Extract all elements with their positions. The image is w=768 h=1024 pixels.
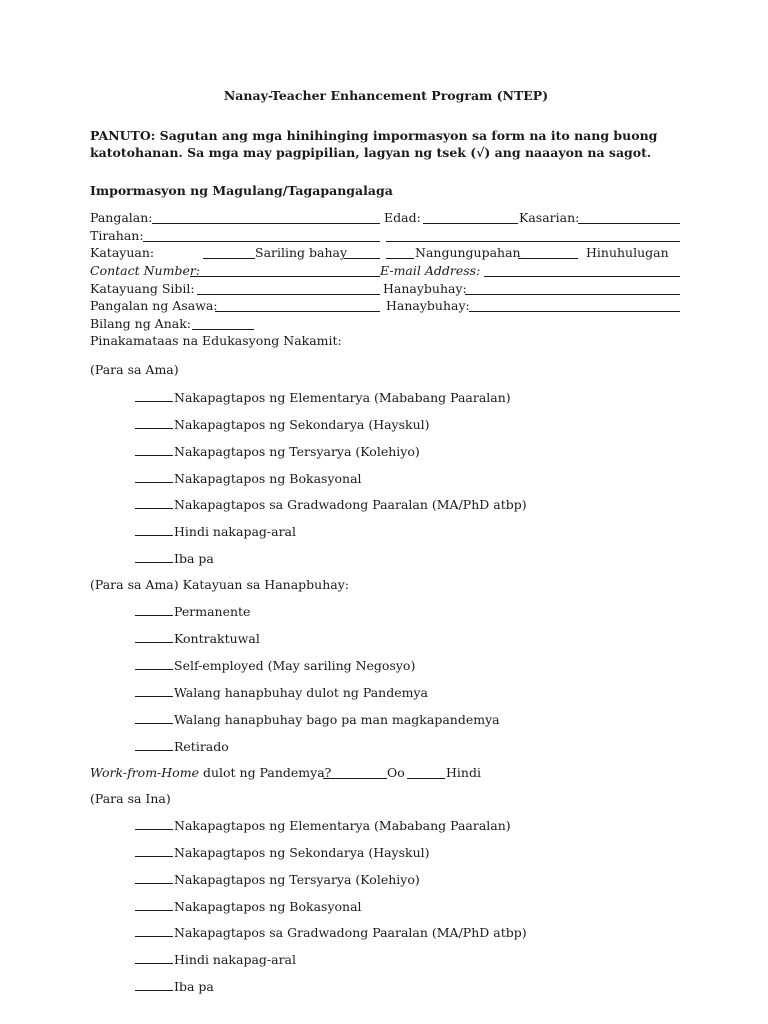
father-edu-option[interactable]: Nakapagtapos ng Tersyarya (Kolehiyo) <box>135 443 420 460</box>
checkbox-blank[interactable] <box>135 443 173 456</box>
row-spouse <box>90 298 682 314</box>
father-job-option[interactable]: Permanente <box>135 603 250 620</box>
father-edu-option[interactable]: Iba pa <box>135 550 214 567</box>
row-housing <box>90 245 682 261</box>
address-label: Tirahan: <box>90 228 144 243</box>
row-contact <box>90 263 682 279</box>
row-name <box>90 210 682 226</box>
spouse-field[interactable] <box>215 311 380 312</box>
father-job-option[interactable]: Walang hanapbuhay bago pa man magkapandemya <box>135 711 500 728</box>
form-page <box>90 0 682 1024</box>
document-title: Nanay-Teacher Enhancement Program (NTEP) <box>223 88 549 103</box>
mother-edu-option[interactable]: Iba pa <box>135 978 214 995</box>
checkbox-blank[interactable] <box>135 817 173 830</box>
mother-edu-option[interactable]: Nakapagtapos sa Gradwadong Paaralan (MA/PhD atbp) <box>135 924 527 941</box>
row-wfh <box>90 765 682 781</box>
row-address <box>90 228 682 244</box>
own-house-label: Sariling bahay <box>255 245 348 260</box>
row-children <box>90 316 682 332</box>
wfh-yes-label: Oo <box>387 765 405 780</box>
own-house-tail <box>344 258 380 259</box>
spouse-occupation-field[interactable] <box>469 311 680 312</box>
instructions: PANUTO: Sagutan ang mga hinihinging impormasyon sa form na ito nang buong katotohanan. Sa mga may pagpipilian, lagyan ng tsek (√) ang naaayon na sagot. <box>90 128 658 160</box>
renting-label: Nangungupahan <box>415 245 521 260</box>
checkbox-blank[interactable] <box>135 844 173 857</box>
checkbox-blank[interactable] <box>135 389 173 402</box>
sex-label: Kasarian: <box>519 210 580 225</box>
name-label: Pangalan: <box>90 210 153 225</box>
checkbox-blank[interactable] <box>135 684 173 697</box>
mother-edu-option[interactable]: Nakapagtapos ng Sekondarya (Hayskul) <box>135 844 430 861</box>
installment-blank[interactable] <box>518 258 578 259</box>
age-field[interactable] <box>423 223 518 224</box>
email-field[interactable] <box>484 276 680 277</box>
education-label: Pinakamataas na Edukasyong Nakamit: <box>90 333 342 348</box>
father-job-option[interactable]: Self-employed (May sariling Negosyo) <box>135 657 415 674</box>
checkbox-blank[interactable] <box>135 470 173 483</box>
email-label: E-mail Address: <box>380 263 481 278</box>
checkbox-blank[interactable] <box>135 496 173 509</box>
children-label: Bilang ng Anak: <box>90 316 192 331</box>
sex-field[interactable] <box>578 223 680 224</box>
checkbox-blank[interactable] <box>135 871 173 884</box>
contact-field[interactable] <box>190 276 380 277</box>
checkbox-blank[interactable] <box>135 550 173 563</box>
wfh-yes-blank[interactable] <box>323 778 387 779</box>
renting-blank[interactable] <box>386 258 414 259</box>
housing-label: Katayuan: <box>90 245 155 260</box>
row-civil-status <box>90 281 682 297</box>
wfh-no-label: Hindi <box>446 765 481 780</box>
father-edu-option[interactable]: Nakapagtapos sa Gradwadong Paaralan (MA/PhD atbp) <box>135 496 527 513</box>
father-edu-option[interactable]: Nakapagtapos ng Elementarya (Mababang Paaralan) <box>135 389 511 406</box>
checkbox-blank[interactable] <box>135 523 173 536</box>
children-field[interactable] <box>192 329 254 330</box>
father-edu-option[interactable]: Hindi nakapag-aral <box>135 523 296 540</box>
wfh-label: Work-from-Home dulot ng Pandemya? <box>90 765 332 780</box>
occupation-label: Hanaybuhay: <box>383 281 467 296</box>
father-job-label: (Para sa Ama) Katayuan sa Hanapbuhay: <box>90 577 349 592</box>
checkbox-blank[interactable] <box>135 603 173 616</box>
age-label: Edad: <box>384 210 421 225</box>
father-job-option[interactable]: Retirado <box>135 738 229 755</box>
checkbox-blank[interactable] <box>135 738 173 751</box>
mother-label: (Para sa Ina) <box>90 791 171 806</box>
father-label: (Para sa Ama) <box>90 362 179 377</box>
checkbox-blank[interactable] <box>135 951 173 964</box>
mother-edu-option[interactable]: Hindi nakapag-aral <box>135 951 296 968</box>
address-field-2[interactable] <box>386 241 680 242</box>
civil-status-label: Katayuang Sibil: <box>90 281 195 296</box>
installment-label: Hinuhulugan <box>586 245 669 260</box>
spouse-label: Pangalan ng Asawa: <box>90 298 218 313</box>
checkbox-blank[interactable] <box>135 711 173 724</box>
own-house-blank[interactable] <box>203 258 255 259</box>
checkbox-blank[interactable] <box>135 898 173 911</box>
section-title: Impormasyon ng Magulang/Tagapangalaga <box>90 183 393 198</box>
wfh-no-blank[interactable] <box>407 778 445 779</box>
mother-edu-option[interactable]: Nakapagtapos ng Elementarya (Mababang Paaralan) <box>135 817 511 834</box>
checkbox-blank[interactable] <box>135 924 173 937</box>
checkbox-blank[interactable] <box>135 416 173 429</box>
occupation-field[interactable] <box>465 294 680 295</box>
address-field[interactable] <box>143 241 380 242</box>
father-edu-option[interactable]: Nakapagtapos ng Sekondarya (Hayskul) <box>135 416 430 433</box>
mother-edu-option[interactable]: Nakapagtapos ng Tersyarya (Kolehiyo) <box>135 871 420 888</box>
father-edu-option[interactable]: Nakapagtapos ng Bokasyonal <box>135 470 362 487</box>
mother-edu-option[interactable]: Nakapagtapos ng Bokasyonal <box>135 898 362 915</box>
civil-status-field[interactable] <box>197 294 380 295</box>
spouse-occupation-label: Hanaybuhay: <box>386 298 470 313</box>
checkbox-blank[interactable] <box>135 657 173 670</box>
checkbox-blank[interactable] <box>135 978 173 991</box>
name-field[interactable] <box>152 223 380 224</box>
contact-label: Contact Number: <box>90 263 201 278</box>
checkbox-blank[interactable] <box>135 630 173 643</box>
father-job-option[interactable]: Kontraktuwal <box>135 630 260 647</box>
father-job-option[interactable]: Walang hanapbuhay dulot ng Pandemya <box>135 684 428 701</box>
